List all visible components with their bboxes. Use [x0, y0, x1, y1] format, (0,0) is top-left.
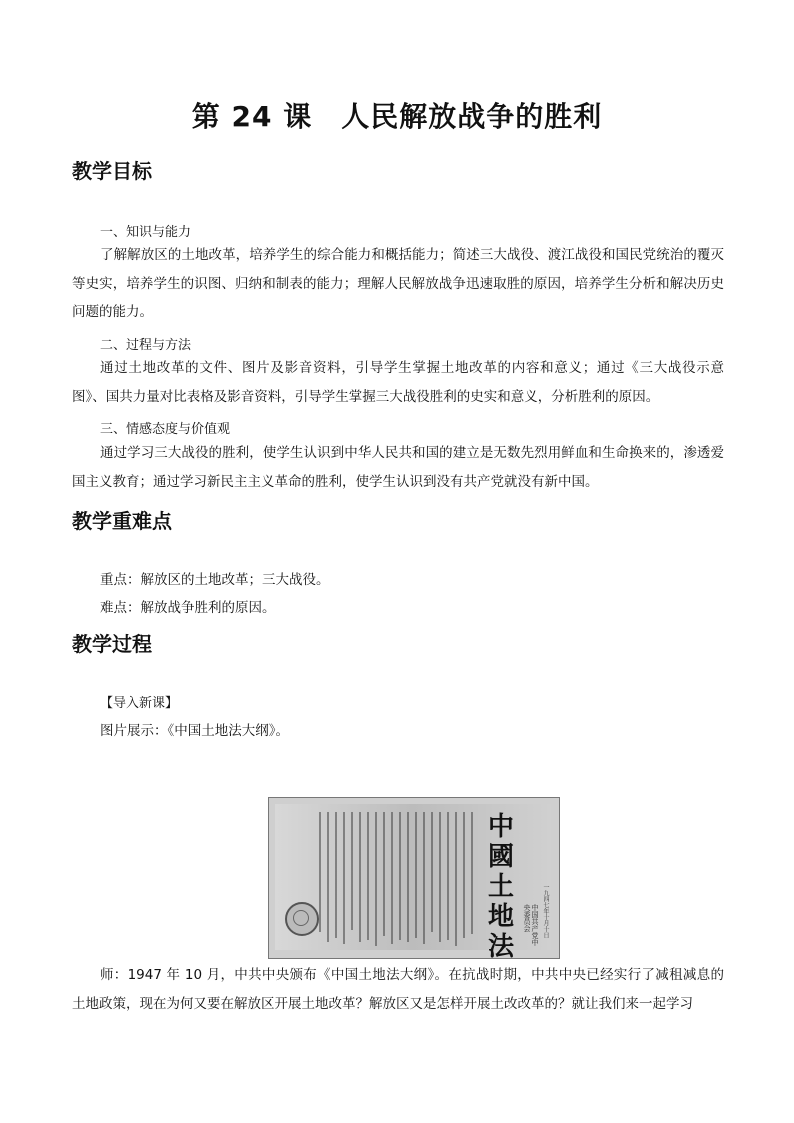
land-law-document-image [268, 797, 560, 959]
heading-teaching-goals: 教学目标 [72, 159, 152, 183]
paragraph-knowledge: 了解解放区的土地改革，培养学生的综合能力和概括能力；简述三大战役、渡江战役和国民党统治的覆灭等史实，培养学生的识图、归纳和制表的能力；理解人民解放战争迅速取胜的原因，培养学生分析和解决历史问题的能力。 [72, 247, 724, 320]
stamp-seal-icon [285, 902, 319, 936]
subheading-knowledge: 一、知识与能力 [100, 225, 192, 240]
lesson-title: 第 24 课 人民解放战争的胜利 [191, 100, 603, 133]
paragraph-process: 通过土地改革的文件、图片及影音资料，引导学生掌握土地改革的内容和意义；通过《三大战役示意图》、国共力量对比表格及影音资料，引导学生掌握三大战役胜利的史实和意义，分析胜利的原因。 [72, 360, 724, 405]
intro-line: 图片展示：《中国土地法大纲》。 [100, 723, 289, 739]
newspaper-paper [275, 804, 551, 959]
intro-label: 【导入新课】 [100, 696, 179, 711]
figure-subtitle-text: 中国共产党中央委员会 [523, 904, 539, 946]
figure-title-text: 中國土地法 [487, 812, 514, 959]
key-point-line: 重点：解放区的土地改革；三大战役。 [100, 572, 330, 588]
heading-key-points: 教学重难点 [72, 509, 172, 533]
paragraph-teacher: 师：1947 年 10 月，中共中央颁布《中国土地法大纲》。在抗战时期，中共中央已经实行了减租减息的土地政策，现在为何又要在解放区开展土地改革？解放区又是怎样开展土改改革的？就让我们来一起学习 [72, 967, 724, 1012]
paragraph-attitude: 通过学习三大战役的胜利，使学生认识到中华人民共和国的建立是无数先烈用鲜血和生命换来的，渗透爱国主义教育；通过学习新民主主义革命的胜利，使学生认识到没有共产党就没有新中国。 [72, 445, 724, 490]
subheading-attitude: 三、情感态度与价值观 [100, 422, 231, 437]
subheading-process: 二、过程与方法 [100, 338, 192, 353]
heading-teaching-process: 教学过程 [72, 632, 152, 656]
figure-date-text: 一九四七年十月十日 [542, 884, 549, 938]
difficult-point-line: 难点：解放战争胜利的原因。 [100, 600, 276, 616]
